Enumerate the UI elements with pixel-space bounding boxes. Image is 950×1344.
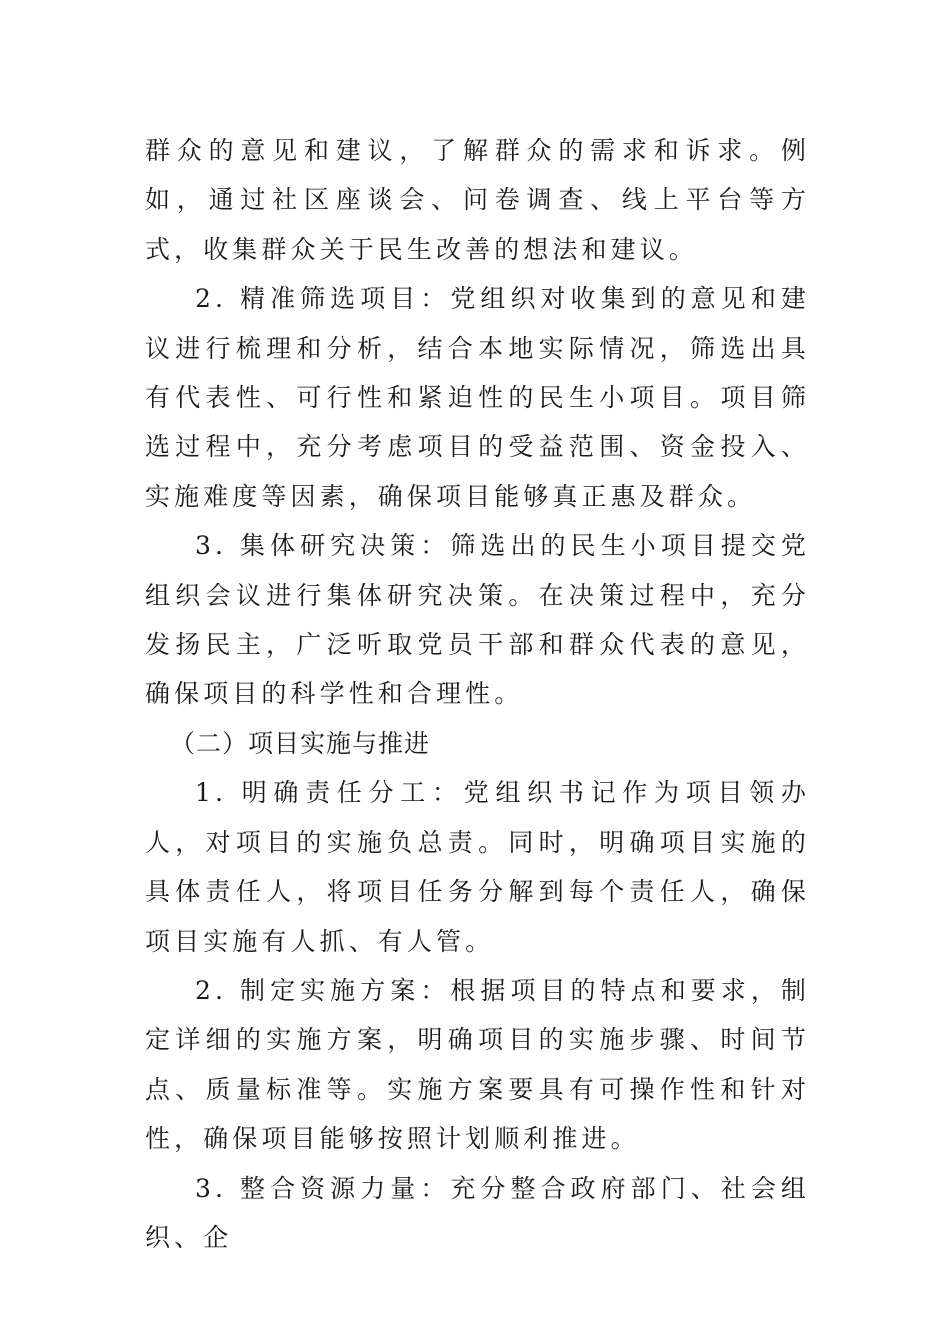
paragraph-integrate-resources: 3. 整合资源力量：充分整合政府部门、社会组织、企 [145,1173,810,1252]
document-page [145,126,810,1262]
paragraph-collective-decision: 3. 集体研究决策：筛选出的民生小项目提交党组织会议进行集体研究决策。在决策过程中，充分发扬民主，广泛听取党员干部和群众代表的意见，确保项目的科学性和合理性。 [145,531,810,709]
paragraph-responsibility: 1. 明确责任分工：党组织书记作为项目领办人，对项目的实施负总责。同时，明确项目实施的具体责任人，将项目任务分解到每个责任人，确保项目实施有人抓、有人管。 [145,778,810,956]
paragraph-continuation: 群众的意见和建议，了解群众的需求和诉求。例如，通过社区座谈会、问卷调查、线上平台等方式，收集群众关于民生改善的想法和建议。 [145,136,810,264]
paragraph-screening-projects: 2. 精准筛选项目：党组织对收集到的意见和建议进行梳理和分析，结合本地实际情况，筛选出具有代表性、可行性和紧迫性的民生小项目。项目筛选过程中，充分考虑项目的受益范围、资金投入、实施难度等因素，确保项目能够真正惠及群众。 [145,284,810,511]
paragraph-implementation-plan: 2. 制定实施方案：根据项目的特点和要求，制定详细的实施方案，明确项目的实施步骤、时间节点、质量标准等。实施方案要具有可操作性和针对性，确保项目能够按照计划顺利推进。 [145,975,810,1154]
section-heading: （二）项目实施与推进 [170,728,431,758]
